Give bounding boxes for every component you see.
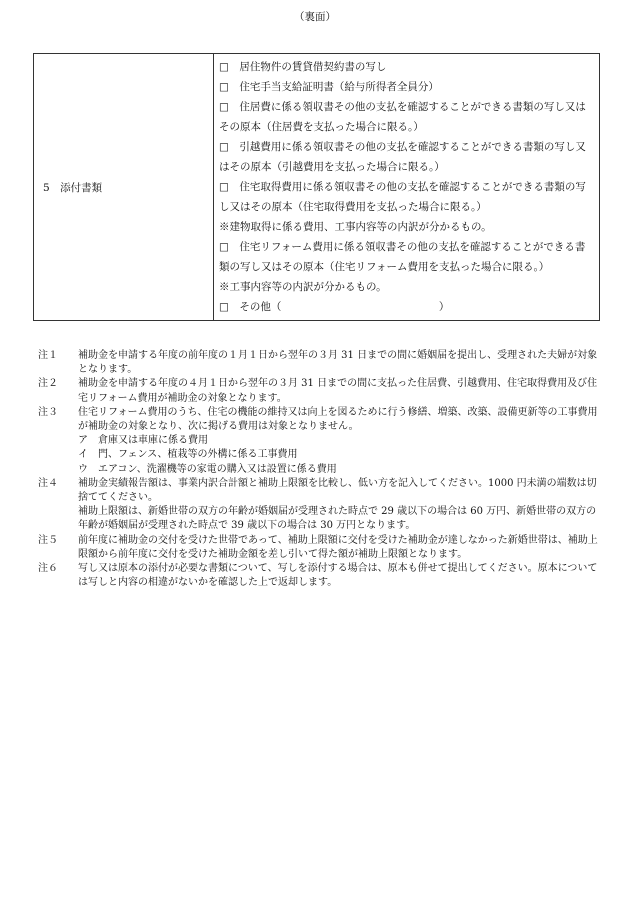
attachment-item-housing-allowance[interactable]: □ 住宅手当支給証明書（給与所得者全員分） (219, 81, 439, 93)
note-text: 補助上限額は、新婚世帯の双方の年齢が婚姻届が受理された時点で 29 歳以下の場合は 60 万円、新婚世帯の双方の年齢が婚姻届が受理された時点で 39 歳以下の場合は 30 万円となります。 (78, 506, 597, 532)
attachment-item-rent-receipt[interactable]: □ 住居費に係る領収書その他の支払を確認することができる書類の写し又はその原本（住居費を支払った場合に限る。） (219, 101, 586, 133)
attachment-label: 5 添付書類 (43, 181, 103, 194)
attachment-item-lease[interactable]: □ 居住物件の賃貸借契約書の写し (219, 61, 387, 73)
note-text: 補助金実績報告額は、事業内訳合計額と補助上限額を比較し、低い方を記入してください。1000 円未満の端数は切捨ててください。 (78, 477, 597, 504)
note-text: 補助金を申請する年度の前年度の１月１日から翌年の３月 31 日までの間に婚姻届を提出し、受理された夫婦が対象となります。 (78, 350, 598, 376)
note-4 (38, 477, 598, 534)
note-subitem: イ 門、フェンス、植栽等の外構に係る工事費用 (78, 449, 298, 461)
note-number: 注１ (38, 350, 58, 361)
note-text: 補助金を申請する年度の４月１日から翌年の３月 31 日までの間に支払った住居費、引越費用、住宅取得費用及び住宅リフォーム費用が補助金の対象となります。 (78, 378, 598, 404)
attachment-label-cell (34, 54, 214, 321)
note-number: 注３ (38, 406, 58, 418)
note-text: 前年度に補助金の交付を受けた世帯であって、補助上限額に交付を受けた補助金が達しなかった新婚世帯は、補助上限額から前年度に交付を受けた補助金額を差し引いて得た額が補助上限額となります。 (78, 534, 598, 560)
notes-section (38, 349, 598, 590)
note-text: 写し又は原本の添付が必要な書類について、写しを添付する場合は、原本も併せて提出してください。原本については写しと内容の相違がないかを確認した上で返却します。 (78, 563, 598, 589)
attachment-item-purchase-receipt[interactable]: □ 住宅取得費用に係る領収書その他の支払を確認することができる書類の写し又はその原本（住宅取得費用を支払った場合に限る。） (219, 181, 586, 213)
attachment-table (33, 53, 600, 321)
note-number: 注２ (38, 378, 58, 390)
note-subitem: ウ エアコン、洗濯機等の家電の購入又は設置に係る費用 (78, 463, 337, 475)
note-text: 住宅リフォーム費用のうち、住宅の機能の維持又は向上を図るために行う修繕、増築、改築、設備更新等の工事費用が補助金の対象となり、次に掲げる費用は対象となりません。 (78, 406, 598, 433)
note-6 (38, 562, 598, 590)
note-3 (38, 406, 598, 477)
attachment-item-other[interactable]: □ その他（ ） (219, 301, 450, 313)
attachment-item-reform-receipt[interactable]: □ 住宅リフォーム費用に係る領収書その他の支払を確認することができる書類の写し又はその原本（住宅リフォーム費用を支払った場合に限る。） (219, 241, 586, 273)
note-number: 注５ (38, 534, 58, 546)
note-2 (38, 377, 598, 405)
note-number: 注４ (38, 477, 58, 489)
note-number: 注６ (38, 563, 58, 575)
note-subitem: ア 倉庫又は車庫に係る費用 (78, 435, 208, 447)
page-header: （裏面） (294, 11, 336, 23)
note-1 (38, 349, 598, 377)
note-5 (38, 534, 598, 562)
attachment-note-reform: ※工事内容等の内訳が分かるもの。 (219, 281, 387, 293)
attachment-item-moving-receipt[interactable]: □ 引越費用に係る領収書その他の支払を確認することができる書類の写し又はその原本（引越費用を支払った場合に限る。） (219, 141, 586, 173)
attachment-list-cell (214, 54, 600, 321)
attachment-note-purchase: ※建物取得に係る費用、工事内容等の内訳が分かるもの。 (219, 221, 492, 233)
